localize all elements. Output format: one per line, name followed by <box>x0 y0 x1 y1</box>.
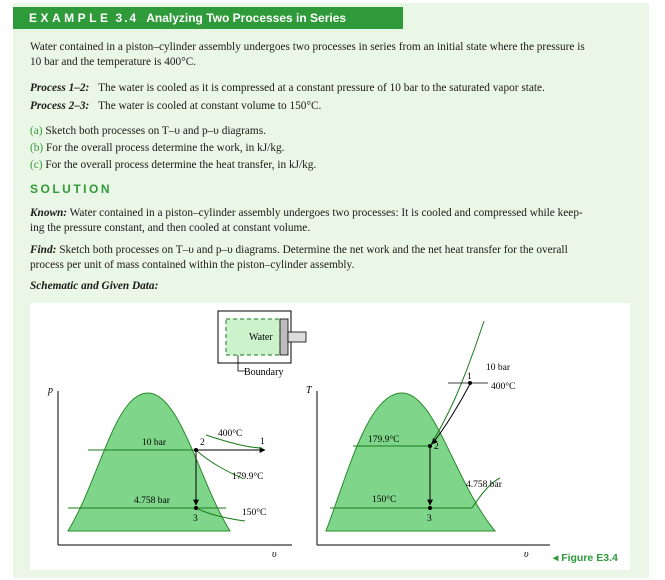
boundary-label: Boundary <box>244 367 284 378</box>
tv-state-2-marker <box>428 444 432 448</box>
schematic-label: Schematic and Given Data: <box>30 280 159 292</box>
solution-heading: SOLUTION <box>30 182 112 196</box>
find-label: Find: <box>30 244 57 256</box>
part-c-text: For the overall process determine the heat transfer, in kJ/kg. <box>45 159 317 171</box>
process-12-label: Process 1–2: <box>30 82 90 94</box>
tv-state-1-label: 1 <box>467 372 472 382</box>
tv-isobar-10bar-superheat <box>430 321 484 446</box>
tv-label-150c: 150°C <box>372 495 397 505</box>
water-label: Water <box>249 332 273 343</box>
find-line-2: process per unit of mass contained within the piston–cylinder assembly. <box>30 259 355 271</box>
pv-label-179c: 179.9°C <box>232 472 264 482</box>
tv-label-4758bar: 4.758 bar <box>466 480 502 490</box>
problem-statement <box>30 40 640 70</box>
part-a <box>30 124 266 139</box>
part-b-letter: (b) <box>30 142 44 154</box>
intro-line-2: 10 bar and the temperature is 400°C. <box>30 56 197 68</box>
pv-label-4758bar: 4.758 bar <box>134 496 170 506</box>
pv-diagram <box>47 385 292 560</box>
part-b <box>30 141 284 156</box>
example-label: EXAMPLE <box>29 11 112 25</box>
process-23-label: Process 2–3: <box>30 100 90 112</box>
pv-label-150c: 150°C <box>242 508 267 518</box>
known-section <box>30 206 642 236</box>
part-c-letter: (c) <box>30 159 43 171</box>
pv-label-10bar: 10 bar <box>142 438 167 448</box>
find-line-1: Sketch both processes on T–υ and p–υ diagrams. Determine the net work and the net heat transfer for the overall <box>59 244 568 256</box>
tv-label-179c: 179.9°C <box>368 435 400 445</box>
known-line-1: Water contained in a piston–cylinder assembly undergoes two processes: It is cooled and compressed while keep- <box>69 207 583 219</box>
tv-y-label: T <box>306 385 312 396</box>
example-title: Analyzing Two Processes in Series <box>146 11 347 25</box>
example-page <box>13 3 649 578</box>
known-label: Known: <box>30 207 68 219</box>
pv-vapor-dome <box>68 393 230 531</box>
figure-caption: ◂ Figure E3.4 <box>553 552 618 564</box>
pv-x-label: υ <box>272 549 277 560</box>
process-12 <box>30 81 545 96</box>
pv-state-2-marker <box>194 448 198 452</box>
known-line-2: ing the pressure constant, and then cooled at constant volume. <box>30 222 311 234</box>
piston-cylinder-schematic <box>218 311 306 378</box>
tv-state-2-label: 2 <box>434 442 439 452</box>
tv-state-3-label: 3 <box>427 514 432 524</box>
intro-line-1: Water contained in a piston–cylinder assembly undergoes two processes in series from an initial state where the pressure is <box>30 41 585 53</box>
tv-x-label: υ <box>524 549 529 560</box>
tv-state-3-marker <box>428 506 432 510</box>
part-b-text: For the overall process determine the work, in kJ/kg. <box>46 142 285 154</box>
tv-diagram <box>306 321 550 560</box>
example-header <box>13 7 403 29</box>
pv-state-2-label: 2 <box>200 438 205 448</box>
pv-label-400c: 400°C <box>218 429 243 439</box>
figure-area <box>30 303 630 570</box>
tv-label-400c: 400°C <box>491 382 516 392</box>
tv-label-10bar: 10 bar <box>486 363 511 373</box>
piston-rod <box>288 332 306 342</box>
find-section <box>30 243 642 273</box>
figure-svg <box>30 303 630 570</box>
pv-state-3-label: 3 <box>193 514 198 524</box>
process-23-text: The water is cooled at constant volume to 150°C. <box>98 100 322 112</box>
piston <box>280 319 288 355</box>
part-a-text: Sketch both processes on T–υ and p–υ diagrams. <box>45 125 266 137</box>
pv-state-1-label: 1 <box>260 437 265 447</box>
pv-state-3-marker <box>194 506 198 510</box>
process-23 <box>30 99 321 114</box>
tv-vapor-dome <box>326 393 495 531</box>
example-number: 3.4 <box>115 11 139 25</box>
part-c <box>30 158 316 173</box>
part-a-letter: (a) <box>30 125 43 137</box>
pv-y-label: p <box>48 385 53 396</box>
process-12-text: The water is cooled as it is compressed at a constant pressure of 10 bar to the saturated vapor state. <box>98 82 545 94</box>
